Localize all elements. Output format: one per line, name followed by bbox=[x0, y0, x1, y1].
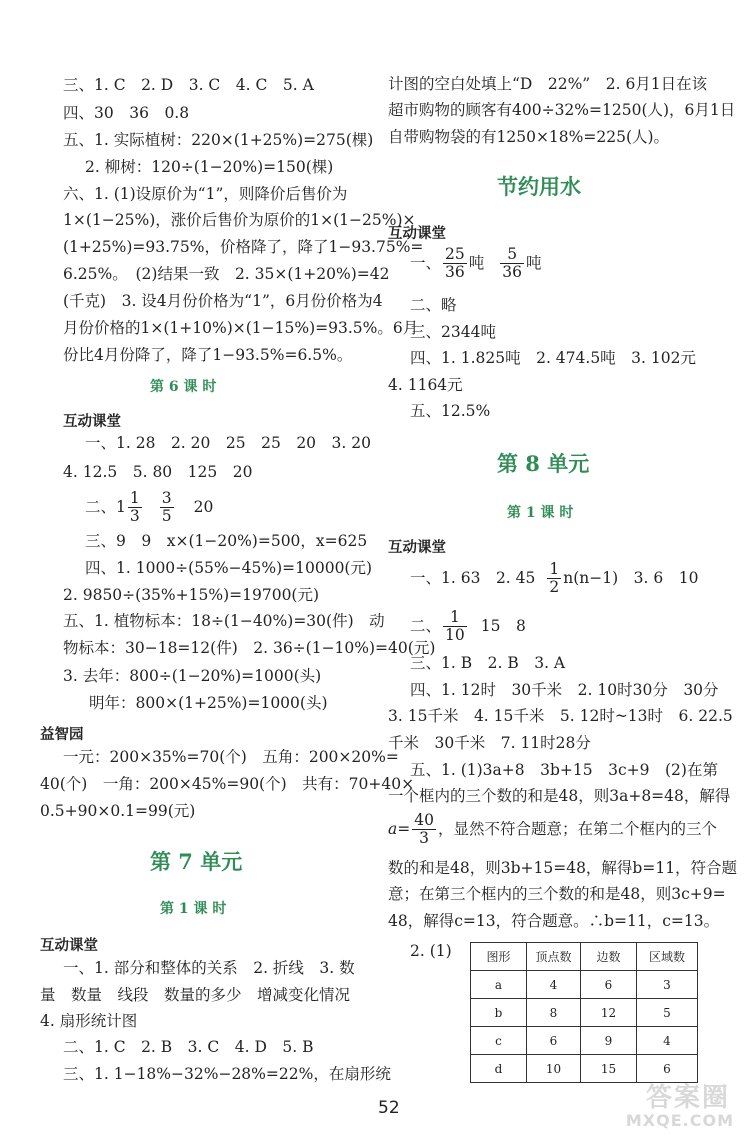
table-cell: 4 bbox=[527, 971, 581, 999]
section-heading: 益智园 bbox=[40, 727, 84, 743]
answer-line: 意；在第三个框内的三个数的和是48，则3c+9= bbox=[388, 885, 726, 903]
answer-line: 一、1. 28 2. 20 25 25 20 3. 20 bbox=[85, 434, 371, 452]
answer-line: 千米 30千米 7. 11时28分 bbox=[388, 734, 591, 752]
answer-line: 40(个) 一角：200×45%=90(个) 共有：70+40× bbox=[40, 775, 415, 793]
answer-line: 三、9 9 x×(1−20%)=500，x=625 bbox=[85, 532, 368, 550]
answer-line: 2. 柳树：120÷(1−20%)=150(棵) bbox=[85, 158, 334, 176]
lesson-heading: 第 6 课 时 bbox=[150, 379, 217, 395]
table-cell: 6 bbox=[581, 971, 637, 999]
answer-line: 0.5+90×0.1=99(元) bbox=[40, 802, 196, 820]
table-cell: 15 bbox=[581, 1055, 637, 1083]
table-cell: 9 bbox=[581, 1027, 637, 1055]
answer-line: 3. 15千米 4. 15千米 5. 12时~13时 6. 22.5 bbox=[388, 707, 733, 725]
table-cell: 5 bbox=[637, 999, 698, 1027]
table-cell: 8 bbox=[527, 999, 581, 1027]
table-cell: a bbox=[471, 971, 527, 999]
unit-heading: 第 8 单元 bbox=[497, 451, 590, 476]
answer-line: 五、12.5% bbox=[410, 402, 491, 420]
answer-line: 一元：200×35%=70(个) 五角：200×20%= bbox=[63, 748, 399, 766]
unit-heading: 第 7 单元 bbox=[150, 849, 243, 874]
answer-line: 三、1. 1−18%−32%−28%=22%，在扇形统 bbox=[63, 1065, 391, 1083]
fraction: $\frac{3}{5}$ bbox=[161, 489, 172, 526]
table-cell: 6 bbox=[637, 1055, 698, 1083]
answer-line: 四、1. 12时 30千米 2. 10时30分 30分 bbox=[410, 681, 719, 699]
table-cell: 6 bbox=[527, 1027, 581, 1055]
section-heading: 互动课堂 bbox=[40, 938, 98, 954]
answer-line: 1×(1−25%)，涨价后售价为原价的1×(1−25%)× bbox=[63, 211, 416, 229]
answer-line: 六、1. (1)设原价为“1”，则降价后售价为 bbox=[63, 185, 348, 203]
section-heading: 互动课堂 bbox=[388, 226, 446, 242]
answer-line: 四、1. 1.825吨 2. 474.5吨 3. 102元 bbox=[410, 349, 696, 367]
answer-line: 计图的空白处填上“D 22%” 2. 6月1日在该 bbox=[388, 75, 708, 93]
table-cell: 3 bbox=[637, 971, 698, 999]
answer-line: 四、30 36 0.8 bbox=[63, 104, 190, 122]
page-number: 52 bbox=[378, 1098, 400, 1118]
answer-line: 三、1. C 2. D 3. C 4. C 5. A bbox=[63, 76, 314, 94]
answer-line: (千克) 3. 设4月份价格为“1”，6月份价格为4 bbox=[63, 292, 383, 310]
answer-line-fraction: 一、 $\frac{25}{36}$ 吨 $\frac{5}{36}$ 吨 bbox=[410, 245, 542, 282]
answer-line: 量 数量 线段 数量的多少 增减变化情况 bbox=[40, 986, 351, 1004]
answer-line-fraction: 二、 $\frac{1}{10}$ 15 8 bbox=[410, 608, 526, 645]
answer-line: 2. 9850÷(35%+15%)=19700(元) bbox=[63, 586, 320, 604]
table-cell: 4 bbox=[637, 1027, 698, 1055]
answer-line: 48，解得c=13，符合题意。∴b=11，c=13。 bbox=[388, 912, 720, 930]
answer-table bbox=[470, 942, 698, 1083]
answer-line-fraction: 一、1. 63 2. 45 $\frac{1}{2}$ n(n−1) 3. 6 10 bbox=[410, 560, 699, 597]
fraction: $\frac{5}{36}$ bbox=[502, 245, 522, 282]
table-cell: d bbox=[471, 1055, 527, 1083]
table-row bbox=[471, 971, 698, 999]
answer-line: 四、1. 1000÷(55%−45%)=10000(元) bbox=[85, 559, 373, 577]
answer-line: 月份价格的1×(1+10%)×(1−15%)=93.5%。6月 bbox=[63, 319, 419, 337]
answer-line: 4. 1164元 bbox=[388, 376, 463, 394]
answer-line: 一个框内的三个数的和是48，则3a+8=48，解得 bbox=[388, 787, 731, 805]
answer-line: 数的和是48，则3b+15=48，解得b=11，符合题 bbox=[388, 859, 738, 877]
answer-line: 三、2344吨 bbox=[410, 323, 496, 341]
fraction: $\frac{40}{3}$ bbox=[414, 811, 434, 848]
section-heading: 互动课堂 bbox=[63, 414, 121, 430]
fraction: $\frac{1}{10}$ bbox=[445, 608, 465, 645]
answer-line: 二、1. C 2. B 3. C 4. D 5. B bbox=[63, 1038, 314, 1056]
answer-line: 三、1. B 2. B 3. A bbox=[410, 654, 566, 672]
answer-line: 4. 12.5 5. 80 125 20 bbox=[63, 463, 253, 481]
table-header-cell: 图形 bbox=[471, 943, 527, 971]
answer-line: 份比4月份降了，降了1−93.5%=6.5%。 bbox=[63, 346, 353, 364]
answer-line: 五、1. (1)3a+8 3b+15 3c+9 (2)在第 bbox=[410, 761, 718, 779]
answer-line-fraction: 二、1 $\frac{1}{3}$ $\frac{3}{5}$ 20 bbox=[85, 489, 214, 526]
table-header-cell: 顶点数 bbox=[527, 943, 581, 971]
fraction: $\frac{1}{2}$ bbox=[549, 560, 560, 597]
answer-line: 物标本：30−18=12(件) 2. 36÷(1−10%)=40(元) bbox=[63, 639, 436, 657]
topic-heading: 节约用水 bbox=[497, 174, 581, 199]
fraction: $\frac{1}{3}$ bbox=[129, 489, 140, 526]
table-cell: b bbox=[471, 999, 527, 1027]
answer-line: 2. (1) bbox=[410, 942, 452, 960]
answer-line: (1+25%)=93.75%，价格降了，降了1−93.75%= bbox=[63, 238, 424, 256]
answer-line: 3. 去年：800÷(1−20%)=1000(头) bbox=[63, 667, 322, 685]
answer-line: 6.25%。 (2)结果一致 2. 35×(1+20%)=42 bbox=[63, 265, 390, 283]
table-header-cell: 区域数 bbox=[637, 943, 698, 971]
table-cell: 10 bbox=[527, 1055, 581, 1083]
answer-line: 明年：800×(1+25%)=1000(头) bbox=[89, 694, 328, 712]
answer-line-fraction: a= $\frac{40}{3}$ ，显然不符合题意；在第二个框内的三个 bbox=[388, 811, 717, 848]
fraction: $\frac{25}{36}$ bbox=[445, 245, 465, 282]
table-header-cell: 边数 bbox=[581, 943, 637, 971]
table-header-row bbox=[471, 943, 698, 971]
answer-line: 五、1. 实际植树：220×(1+25%)=275(棵) bbox=[63, 131, 374, 149]
answer-line: 一、1. 部分和整体的关系 2. 折线 3. 数 bbox=[63, 959, 355, 977]
table-row bbox=[471, 1027, 698, 1055]
answer-line: 自带购物袋的有1250×18%=225(人)。 bbox=[388, 128, 670, 146]
watermark-logo: 答案圈 MXQE.COM bbox=[625, 1083, 734, 1130]
section-heading: 互动课堂 bbox=[388, 540, 446, 556]
answer-line: 4. 扇形统计图 bbox=[40, 1012, 138, 1030]
lesson-heading: 第 1 课 时 bbox=[160, 901, 227, 917]
table-cell: 12 bbox=[581, 999, 637, 1027]
answer-line: 二、略 bbox=[410, 296, 457, 314]
table-cell: c bbox=[471, 1027, 527, 1055]
table-row bbox=[471, 999, 698, 1027]
lesson-heading: 第 1 课 时 bbox=[507, 505, 574, 521]
answer-line: 五、1. 植物标本：18÷(1−40%)=30(件) 动 bbox=[63, 612, 385, 630]
answer-line: 超市购物的顾客有400÷32%=1250(人)，6月1日 bbox=[388, 101, 736, 119]
